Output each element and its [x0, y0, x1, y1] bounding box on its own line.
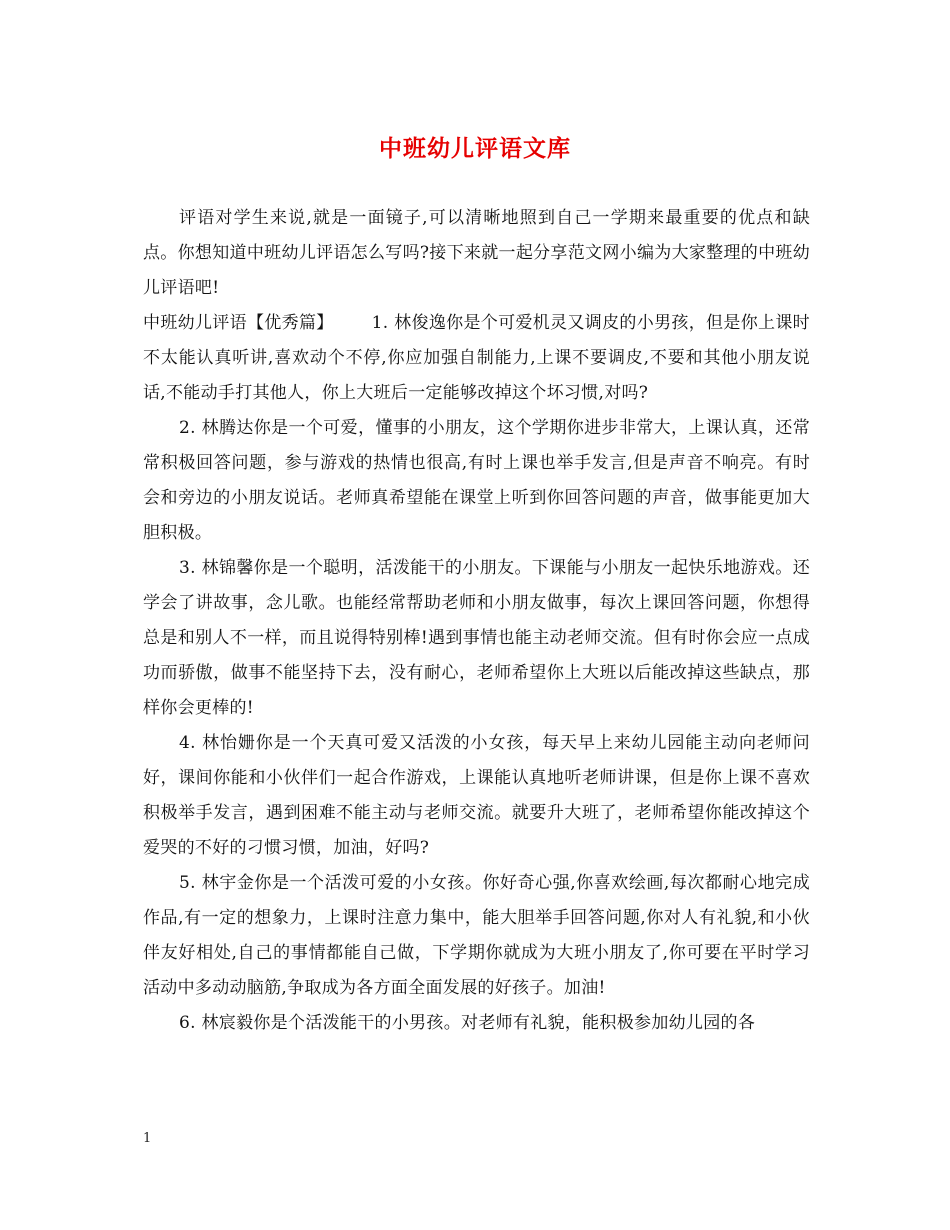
comment-item-5: 5. 林宇金你是一个活泼可爱的小女孩。你好奇心强,你喜欢绘画,每次都耐心地完成作品,有一定的想象力，上课时注意力集中，能大胆举手回答问题,你对人有礼貌,和小伙伴友好相处,自己的事情都能自己做，下学期你就成为大班小朋友了,你可要在平时学习活动中多动动脑筋,争取成为各方面全面发展的好孩子。加油!: [143, 873, 810, 998]
comment-item-2: 2. 林腾达你是一个可爱，懂事的小朋友，这个学期你进步非常大，上课认真，还常常积极回答问题，参与游戏的热情也很高,有时上课也举手发言,但是声音不响亮。有时会和旁边的小朋友说话。老师真希望能在课堂上听到你回答问题的声音，做事能更加大胆积极。: [143, 418, 810, 543]
comment-item-6: 6. 林宸毅你是个活泼能干的小男孩。对老师有礼貌，能积极参加幼儿园的各: [179, 1013, 756, 1033]
intro-paragraph: 评语对学生来说,就是一面镜子,可以清晰地照到自己一学期来最重要的优点和缺点。你想知道中班幼儿评语怎么写吗?接下来就一起分享范文网小编为大家整理的中班幼儿评语吧!: [143, 208, 810, 298]
document-title: 中班幼儿评语文库: [379, 135, 571, 162]
comment-item-3: 3. 林锦馨你是一个聪明，活泼能干的小朋友。下课能与小朋友一起快乐地游戏。还学会了讲故事，念儿歌。也能经常帮助老师和小朋友做事，每次上课回答问题，你想得总是和别人不一样，而且说得特别棒!遇到事情也能主动老师交流。但有时你会应一点成功而骄傲，做事不能坚持下去，没有耐心，老师希望你上大班以后能改掉这些缺点，那样你会更棒的!: [143, 558, 810, 718]
comment-item-1: 1. 林俊逸你是个可爱机灵又调皮的小男孩，但是你上课时不太能认真听讲,喜欢动个不停,你应加强自制能力,上课不要调皮,不要和其他小朋友说话,不能动手打其他人，你上大班后一定能够改掉这个坏习惯,对吗?: [143, 313, 810, 403]
comment-item-4: 4. 林怡姗你是一个天真可爱又活泼的小女孩，每天早上来幼儿园能主动向老师问好，课间你能和小伙伴们一起合作游戏，上课能认真地听老师讲课，但是你上课不喜欢积极举手发言，遇到困难不能主动与老师交流。就要升大班了，老师希望你能改掉这个爱哭的不好的刁惯习惯，加油，好吗?: [143, 733, 810, 858]
document-body: [143, 201, 810, 1041]
section-heading: 中班幼儿评语【优秀篇】: [143, 313, 334, 333]
section-paragraph: [143, 306, 810, 411]
page-number: 1: [143, 1131, 152, 1146]
